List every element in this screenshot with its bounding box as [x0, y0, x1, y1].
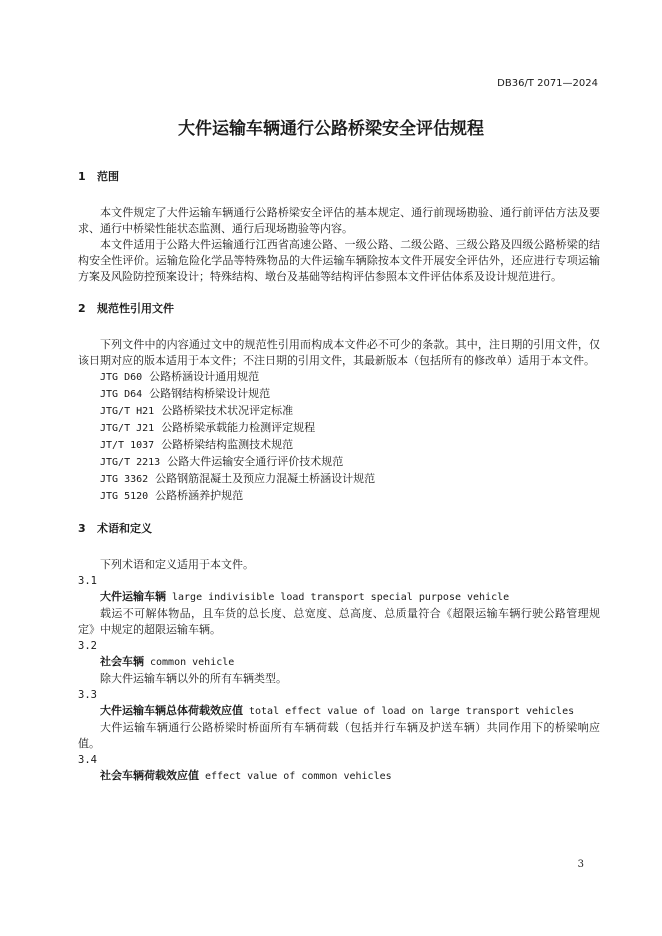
- term-definition: 除大件运输车辆以外的所有车辆类型。: [100, 672, 287, 685]
- section-title: 规范性引用文件: [97, 302, 174, 315]
- reference-code: JTG/T J21: [100, 423, 155, 434]
- section-3-heading: [78, 521, 600, 537]
- reference-name: 公路桥梁技术状况评定标准: [161, 404, 294, 417]
- reference-item: [78, 471, 600, 488]
- reference-name: 公路桥梁结构监测技术规范: [161, 438, 294, 451]
- section-title: 范围: [97, 170, 119, 183]
- term-definition: 载运不可解体物品，且车货的总长度、总宽度、总高度、总质量符合《超限运输车辆行驶公路管理规定》中规定的超限运输车辆。: [78, 607, 600, 636]
- term-entry: [78, 654, 600, 671]
- section-number: 1: [78, 170, 86, 183]
- reference-name: 公路大件运输安全通行评价技术规范: [167, 455, 344, 468]
- term-entry: [78, 589, 600, 606]
- section-1-heading: [78, 169, 600, 185]
- reference-name: 公路桥梁承载能力检测评定规程: [161, 421, 316, 434]
- reference-name: 公路桥涵设计通用规范: [149, 370, 260, 383]
- reference-name: 公路桥涵养护规范: [155, 489, 244, 502]
- term-english: total effect value of load on large transport vehicles: [249, 706, 575, 717]
- reference-item: [78, 420, 600, 437]
- document-code: DB36/T 2071—2024: [497, 78, 598, 89]
- term-english: common vehicle: [150, 657, 235, 668]
- references-intro: 下列文件中的内容通过文中的规范性引用而构成本文件必不可少的条款。其中，注日期的引用文件，仅该日期对应的版本适用于本文件；不注日期的引用文件，其最新版本（包括所有的修改单）适用于本文件。: [78, 338, 600, 367]
- reference-item: [78, 369, 600, 386]
- clause-number: 3.4: [78, 754, 97, 766]
- term-chinese: 大件运输车辆总体荷载效应值: [100, 704, 243, 717]
- reference-code: JTG 3362: [100, 474, 149, 485]
- page-number: 3: [577, 859, 584, 870]
- reference-item: [78, 403, 600, 420]
- reference-name: 公路钢结构桥梁设计规范: [149, 387, 271, 400]
- section-number: 3: [78, 522, 86, 535]
- term-chinese: 社会车辆: [100, 655, 144, 668]
- term-entry: [78, 768, 600, 785]
- term-chinese: 大件运输车辆: [100, 590, 166, 603]
- reference-code: JTG D64: [100, 389, 143, 400]
- section-2-heading: [78, 301, 600, 317]
- clause-number: 3.3: [78, 689, 97, 701]
- reference-code: JTG/T H21: [100, 406, 155, 417]
- section-number: 2: [78, 302, 86, 315]
- term-chinese: 社会车辆荷载效应值: [100, 769, 199, 782]
- reference-code: JT/T 1037: [100, 440, 155, 451]
- reference-code: JTG/T 2213: [100, 457, 161, 468]
- reference-item: [78, 437, 600, 454]
- reference-code: JTG 5120: [100, 491, 149, 502]
- term-english: large indivisible load transport special purpose vehicle: [172, 592, 510, 603]
- clause-number: 3.2: [78, 640, 97, 652]
- term-english: effect value of common vehicles: [205, 771, 392, 782]
- reference-code: JTG D60: [100, 372, 143, 383]
- reference-item: [78, 454, 600, 471]
- reference-item: [78, 386, 600, 403]
- term-entry: [78, 703, 600, 720]
- reference-item: [78, 488, 600, 505]
- clause-number: 3.1: [78, 575, 97, 587]
- scope-paragraph-2: 本文件适用于公路大件运输通行江西省高速公路、一级公路、二级公路、三级公路及四级公路桥梁的结构安全性评价。运输危险化学品等特殊物品的大件运输车辆除按本文件开展安全评估外，还应进行专项运输方案及风险防控预案设计；特殊结构、墩台及基础等结构评估参照本文件评估体系及设计规范进行。: [78, 238, 600, 283]
- terms-intro: 下列术语和定义适用于本文件。: [100, 558, 254, 571]
- document-title: 大件运输车辆通行公路桥梁安全评估规程: [178, 119, 484, 139]
- reference-name: 公路钢筋混凝土及预应力混凝土桥涵设计规范: [155, 472, 376, 485]
- scope-paragraph-1: 本文件规定了大件运输车辆通行公路桥梁安全评估的基本规定、通行前现场勘验、通行前评估方法及要求、通行中桥梁性能状态监测、通行后现场勘验等内容。: [78, 206, 600, 235]
- section-title: 术语和定义: [97, 522, 152, 535]
- document-body: [78, 169, 600, 785]
- term-definition: 大件运输车辆通行公路桥梁时桥面所有车辆荷载（包括并行车辆及护送车辆）共同作用下的桥梁响应值。: [78, 721, 600, 750]
